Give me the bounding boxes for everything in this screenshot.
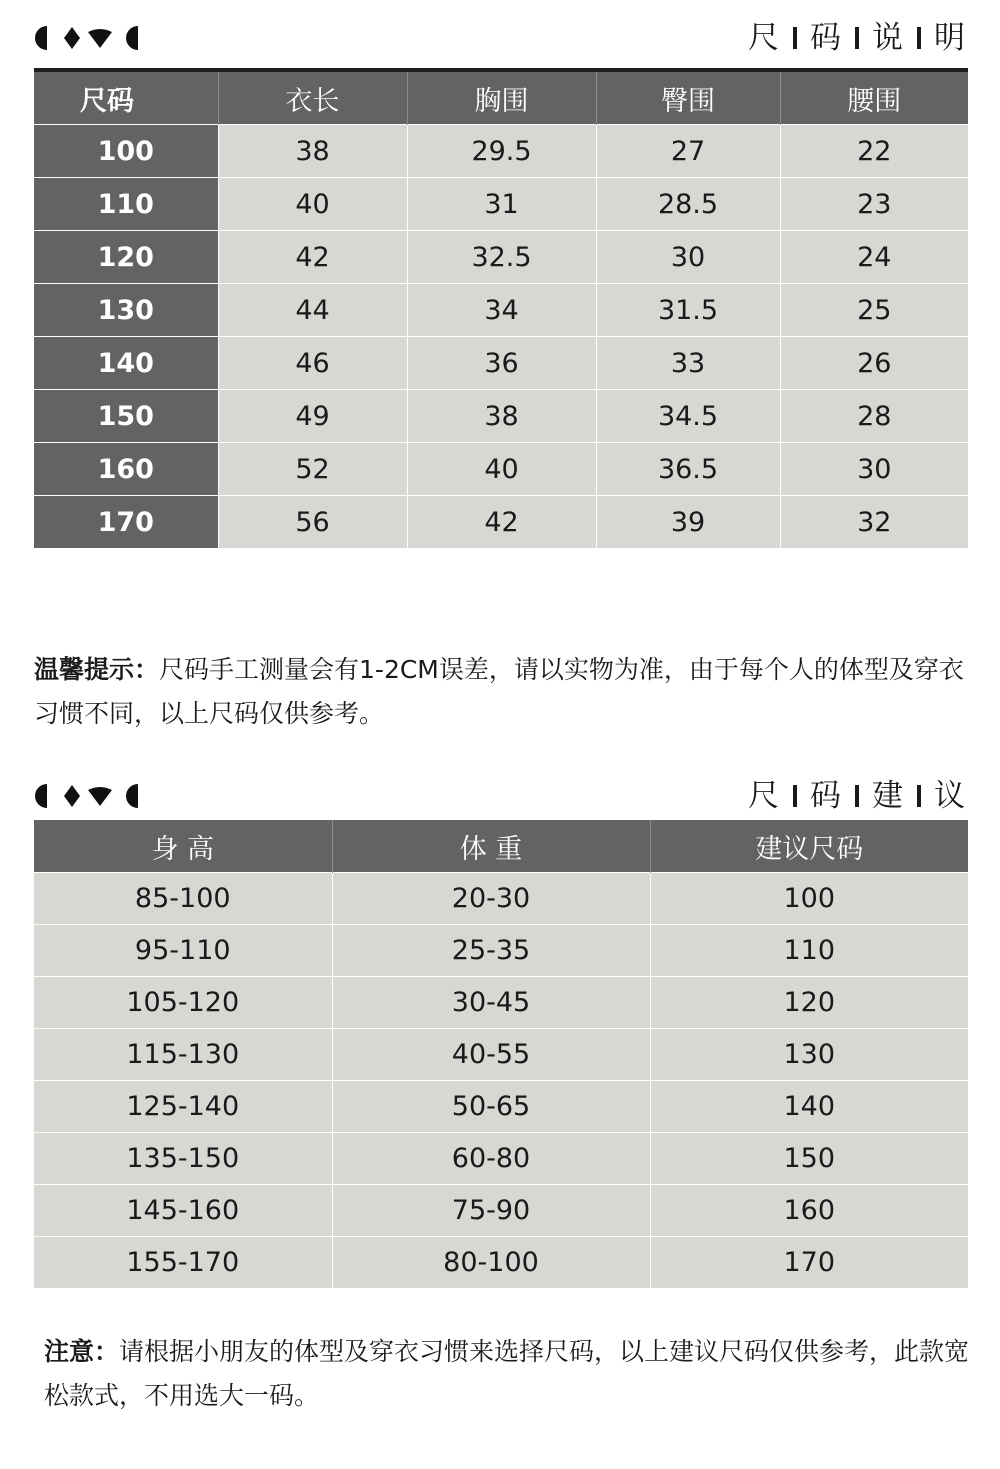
table-header-row	[34, 72, 968, 125]
diamond-icon	[64, 27, 80, 49]
size-chart-title: 尺 码 说 明	[748, 20, 966, 56]
column-header: 腰围	[780, 72, 968, 125]
table-cell: 46	[218, 337, 407, 390]
table-cell: 95-110	[34, 925, 332, 977]
table-cell: 60-80	[332, 1133, 650, 1185]
table-cell: 52	[218, 443, 407, 496]
table-cell: 24	[780, 231, 968, 284]
row-header-cell: 110	[34, 178, 218, 231]
row-header-cell: 160	[34, 443, 218, 496]
table-row	[34, 178, 968, 231]
table-cell: 39	[596, 496, 780, 549]
table-cell: 125-140	[34, 1081, 332, 1133]
table-cell: 32.5	[407, 231, 596, 284]
table-row	[34, 1081, 968, 1133]
table-cell: 42	[407, 496, 596, 549]
table-row	[34, 125, 968, 178]
table-cell: 28.5	[596, 178, 780, 231]
table-cell: 135-150	[34, 1133, 332, 1185]
table-cell: 20-30	[332, 873, 650, 925]
column-header: 身 高	[34, 820, 332, 873]
table-cell: 100	[650, 873, 968, 925]
column-header: 胸围	[407, 72, 596, 125]
notice-label: 注意：	[44, 1337, 120, 1366]
table-cell: 25-35	[332, 925, 650, 977]
table-cell: 36	[407, 337, 596, 390]
table-cell: 85-100	[34, 873, 332, 925]
table-cell: 23	[780, 178, 968, 231]
table-row	[34, 284, 968, 337]
notice-note	[44, 1330, 974, 1418]
table-cell: 40	[218, 178, 407, 231]
table-row	[34, 977, 968, 1029]
table-cell: 150	[650, 1133, 968, 1185]
table-cell: 155-170	[34, 1237, 332, 1289]
table-cell: 44	[218, 284, 407, 337]
table-cell: 25	[780, 284, 968, 337]
notice-text: 请根据小朋友的体型及穿衣习惯来选择尺码，以上建议尺码仅供参考，此款宽松款式，不用选大一码。	[44, 1337, 970, 1410]
table-cell: 30	[596, 231, 780, 284]
table-cell: 26	[780, 337, 968, 390]
table-cell: 110	[650, 925, 968, 977]
table-row	[34, 1029, 968, 1081]
table-cell: 36.5	[596, 443, 780, 496]
half-circle-icon	[126, 784, 138, 808]
table-cell: 38	[218, 125, 407, 178]
table-row	[34, 1133, 968, 1185]
table-cell: 49	[218, 390, 407, 443]
table-cell: 27	[596, 125, 780, 178]
row-header-cell: 140	[34, 337, 218, 390]
half-circle-icon	[126, 26, 138, 50]
column-header: 尺码	[34, 72, 218, 125]
row-header-cell: 170	[34, 496, 218, 549]
table-cell: 28	[780, 390, 968, 443]
table-cell: 31.5	[596, 284, 780, 337]
table-cell: 42	[218, 231, 407, 284]
table-cell: 75-90	[332, 1185, 650, 1237]
table-row	[34, 1237, 968, 1289]
column-header: 体 重	[332, 820, 650, 873]
row-header-cell: 150	[34, 390, 218, 443]
table-cell: 31	[407, 178, 596, 231]
table-cell: 40-55	[332, 1029, 650, 1081]
table-row	[34, 496, 968, 549]
drop-icon	[88, 787, 112, 806]
table-row	[34, 443, 968, 496]
table-cell: 22	[780, 125, 968, 178]
recommendation-header	[34, 776, 968, 816]
table-row	[34, 231, 968, 284]
table-cell: 105-120	[34, 977, 332, 1029]
table-row	[34, 873, 968, 925]
recommendation-table	[34, 820, 968, 1288]
size-chart-header	[34, 18, 968, 58]
column-header: 建议尺码	[650, 820, 968, 873]
table-cell: 32	[780, 496, 968, 549]
table-cell: 38	[407, 390, 596, 443]
half-circle-icon	[35, 784, 47, 808]
table-row	[34, 390, 968, 443]
table-row	[34, 1185, 968, 1237]
table-cell: 30	[780, 443, 968, 496]
table-cell: 40	[407, 443, 596, 496]
row-header-cell: 100	[34, 125, 218, 178]
size-chart-table	[34, 72, 968, 548]
tip-note	[34, 648, 974, 736]
tip-text: 尺码手工测量会有1-2CM误差，请以实物为准，由于每个人的体型及穿衣习惯不同，以上尺码仅供参考。	[34, 655, 964, 728]
table-row	[34, 925, 968, 977]
table-cell: 160	[650, 1185, 968, 1237]
table-cell: 34.5	[596, 390, 780, 443]
column-header: 臀围	[596, 72, 780, 125]
table-cell: 145-160	[34, 1185, 332, 1237]
table-row	[34, 337, 968, 390]
table-cell: 115-130	[34, 1029, 332, 1081]
table-header-row	[34, 820, 968, 873]
table-cell: 34	[407, 284, 596, 337]
column-header: 衣长	[218, 72, 407, 125]
decorative-shapes	[34, 782, 144, 810]
table-cell: 56	[218, 496, 407, 549]
table-cell: 140	[650, 1081, 968, 1133]
table-cell: 130	[650, 1029, 968, 1081]
diamond-icon	[64, 785, 80, 807]
table-cell: 29.5	[407, 125, 596, 178]
table-cell: 170	[650, 1237, 968, 1289]
row-header-cell: 120	[34, 231, 218, 284]
decorative-shapes	[34, 24, 144, 52]
table-cell: 50-65	[332, 1081, 650, 1133]
table-cell: 30-45	[332, 977, 650, 1029]
recommendation-title: 尺 码 建 议	[748, 778, 966, 814]
tip-label: 温馨提示：	[34, 655, 160, 684]
table-cell: 33	[596, 337, 780, 390]
table-cell: 120	[650, 977, 968, 1029]
table-cell: 80-100	[332, 1237, 650, 1289]
half-circle-icon	[35, 26, 47, 50]
row-header-cell: 130	[34, 284, 218, 337]
drop-icon	[88, 29, 112, 48]
